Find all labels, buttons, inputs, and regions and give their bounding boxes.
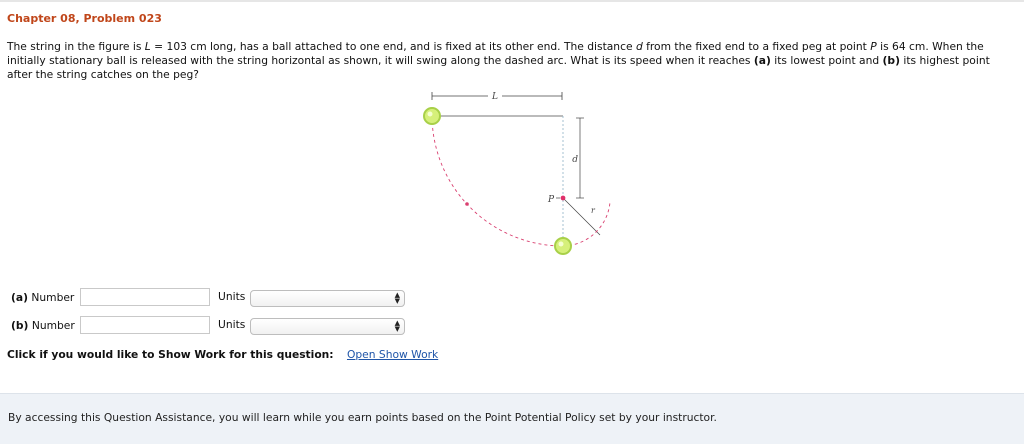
answer-a-units-label: Units — [218, 290, 246, 303]
answer-a-label: (a) Number — [11, 291, 75, 304]
L-label: L — [492, 92, 498, 102]
select-arrows-icon: ▲ ▼ — [394, 291, 400, 305]
show-work-prompt: Click if you would like to Show Work for this question: — [7, 348, 334, 361]
answer-b-label: (b) Number — [11, 319, 75, 332]
open-show-work-link[interactable]: Open Show Work — [346, 348, 439, 361]
ball-start — [424, 108, 440, 124]
show-work-row — [7, 348, 438, 361]
answer-b-units-label: Units — [218, 318, 246, 331]
top-divider — [0, 0, 1024, 2]
select-arrows-icon: ▲ ▼ — [394, 319, 400, 333]
peg-arc — [563, 202, 610, 246]
swing-arc — [432, 116, 563, 246]
pendulum-figure — [410, 82, 630, 262]
assistance-panel — [0, 393, 1024, 444]
answer-a-number-input[interactable] — [80, 288, 210, 306]
answer-b-number-input[interactable] — [80, 316, 210, 334]
r-label: r — [591, 206, 595, 215]
problem-statement: The string in the figure is L = 103 cm long, has a ball attached to one end, and is fixed at its other end. The distance d from the fixed end to a fixed peg at point P is 64 cm. When the initially stationary ball is released with the string horizontal as shown, it will swing along the dashed arc. What is its speed when it reaches (a) its lowest point and (b) its highest point after the string catches on the peg? — [7, 40, 990, 81]
answer-row-a — [0, 288, 420, 310]
assistance-text: By accessing this Question Assistance, you will learn while you earn points based on the Point Potential Policy set by your instructor. — [8, 411, 717, 424]
ball-bottom — [555, 238, 571, 254]
P-label: P — [547, 195, 554, 205]
answer-b-units-select[interactable] — [250, 318, 405, 335]
answer-row-b — [0, 316, 420, 338]
d-label: d — [572, 155, 578, 165]
answer-a-units-select[interactable] — [250, 290, 405, 307]
chapter-title: Chapter 08, Problem 023 — [7, 12, 162, 25]
r-line — [563, 198, 600, 235]
peg — [561, 196, 566, 201]
arc-marker — [465, 202, 469, 206]
